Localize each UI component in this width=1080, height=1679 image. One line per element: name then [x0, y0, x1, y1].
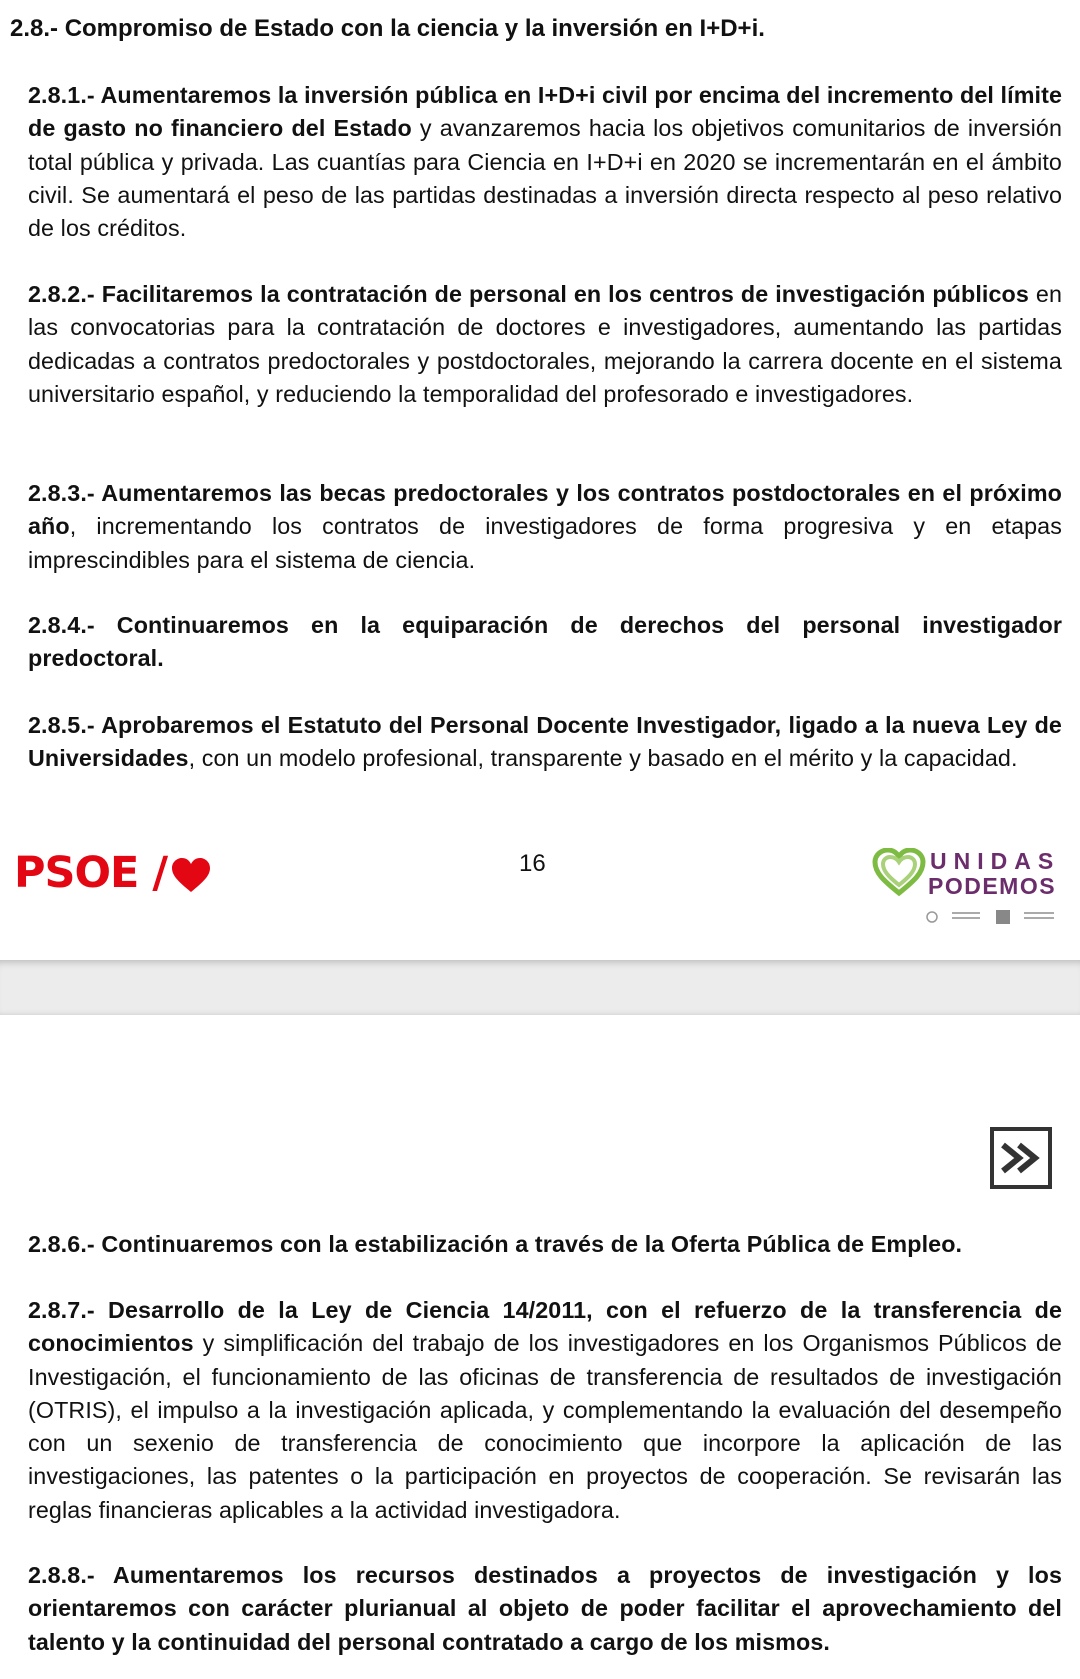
- paragraph-2-8-2: [28, 278, 1062, 411]
- podemos-word: PODEMOS: [928, 873, 1057, 899]
- paragraph-bold-lead: 2.8.2.- Facilitaremos la contratación de personal en los centros de investigación públicos: [28, 281, 1029, 307]
- paragraph-2-8-5: [28, 709, 1062, 776]
- paragraph-2-8-3: [28, 477, 1062, 577]
- heart-icon: [171, 858, 211, 894]
- unidas-podemos-logo: [872, 848, 1072, 938]
- paragraph-bold-lead: 2.8.4.- Continuaremos en la equiparación de derechos del personal investigador predoctoral.: [28, 612, 1062, 672]
- section-title: 2.8.- Compromiso de Estado con la ciencia y la inversión en I+D+i.: [10, 15, 765, 42]
- paragraph-body: y simplificación del trabajo de los investigadores en los Organismos Públicos de Investigación, el funcionamiento de las oficinas de transferencia de resultados de investigación (OTRIS), el impulso a la investigación aplicada, y complementando la evaluación del desempeño con un sexenio de transferencia de conocimiento que incorpore la aplicación de las investigaciones, las patentes o la participación en proyectos de cooperación. Se revisarán las reglas financieras aplicables a la actividad investigadora.: [28, 1330, 1062, 1523]
- partner-logos: [926, 906, 1076, 928]
- paragraph-bold-lead: 2.8.6.- Continuaremos con la estabilización a través de la Oferta Pública de Empleo.: [28, 1231, 963, 1257]
- psoe-logo: [14, 848, 211, 898]
- rainbow-heart-icon: [872, 848, 926, 896]
- paragraph-body: en las convocatorias para la contratación de doctores e investigadores, aumentando las partidas dedicadas a contratos predoctorales y postdoctorales, mejorando la carrera docente en el sistema universitario español, y reduciendo la temporalidad del profesorado e investigadores.: [28, 281, 1062, 407]
- paragraph-2-8-7: [28, 1294, 1062, 1527]
- paragraph-body: , incrementando los contratos de investigadores de forma progresiva y en etapas imprescindibles para el sistema de ciencia.: [28, 513, 1062, 573]
- paragraph-bold-lead: 2.8.8.- Aumentaremos los recursos destinados a proyectos de investigación y los orientaremos con carácter plurianual al objeto de poder facilitar el aprovechamiento del talento y la continuidad del personal contratado a cargo de los mismos.: [28, 1562, 1062, 1655]
- paragraph-bold-lead: 2.8.5.- Aprobaremos el Estatuto del Personal Docente Investigador, ligado a la nueva Ley de Universidades: [28, 712, 1062, 772]
- psoe-logo-text: PSOE /: [14, 848, 168, 898]
- document-page-17: [0, 1015, 1080, 1679]
- unidas-word: UNIDAS: [930, 848, 1061, 874]
- paragraph-bold-lead: 2.8.7.- Desarrollo de la Ley de Ciencia 14/2011, con el refuerzo de la transferencia de conocimientos: [28, 1297, 1062, 1357]
- paragraph-2-8-6: [28, 1228, 1062, 1261]
- fast-forward-icon[interactable]: [990, 1127, 1052, 1189]
- double-chevron-icon: [994, 1131, 1048, 1185]
- paragraph-bold-lead: 2.8.1.- Aumentaremos la inversión pública en I+D+i civil por encima del incremento del límite de gasto no financiero del Estado: [28, 82, 1062, 142]
- paragraph-body: , con un modelo profesional, transparente y basado en el mérito y la capacidad.: [188, 745, 1018, 772]
- page-number: 16: [519, 850, 546, 877]
- paragraph-2-8-4: [28, 609, 1062, 676]
- paragraph-2-8-8: [28, 1559, 1062, 1659]
- paragraph-body: y avanzaremos hacia los objetivos comunitarios de inversión total pública y privada. Las cuantías para Ciencia en I+D+i en 2020 se incrementarán en el ámbito civil. Se aumentará el peso de las partidas destinadas a inversión directa respecto al peso relativo de los créditos.: [28, 115, 1063, 242]
- paragraph-2-8-1: [28, 79, 1062, 245]
- page-separator: [0, 960, 1080, 1015]
- paragraph-bold-lead: 2.8.3.- Aumentaremos las becas predoctorales y los contratos postdoctorales en el próximo año: [28, 480, 1062, 540]
